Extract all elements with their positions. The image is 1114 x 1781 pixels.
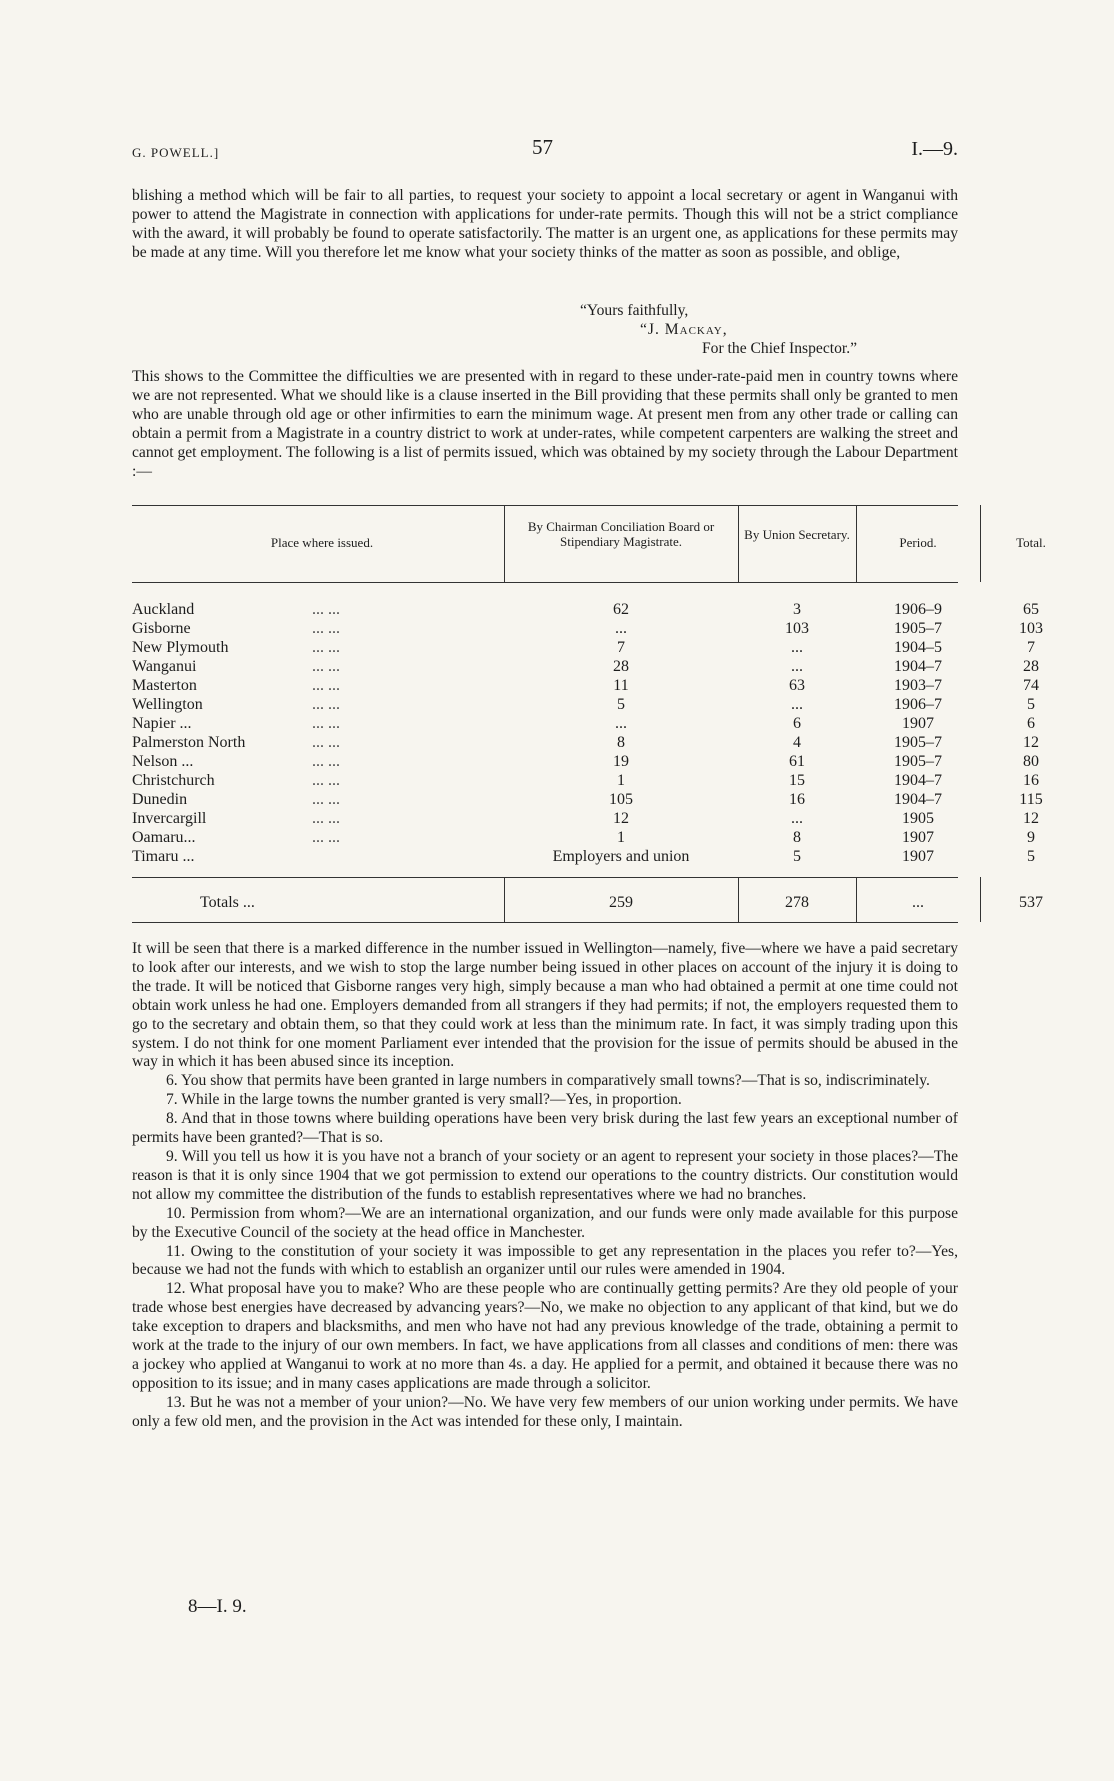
union-cell: ... bbox=[791, 658, 803, 675]
qa-paragraph: 12. What proposal have you to make? Who are these people who are continually getting permits? Are they old people of your trade whose best energies have decreased by advancing years?—No, we make no objection to any applicant of that kind, but we do take exception to drapers and blacksmiths, and men who have not had any previous knowledge of the trade, obtaining a permit to work at the trade to the injury of our own members. In fact, we have applications from all classes and conditions of men: there was a jockey who applied at Wanganui to work at no more than 4s. a day. He applied for a permit, and obtained it because there was no opposition to its issue; and in many cases applications are made through a solicitor. bbox=[132, 1280, 958, 1392]
qa-paragraph: 11. Owing to the constitution of your society it was impossible to get any representation in the places you refer to?—Yes, because we had not the funds with which to establish an organizer until our rules were amended in 1904. bbox=[132, 1242, 958, 1279]
page-header bbox=[132, 135, 958, 168]
table-row bbox=[132, 791, 1043, 810]
period-cell: 1904–7 bbox=[894, 658, 942, 675]
period-cell: 1903–7 bbox=[894, 677, 942, 694]
leader-dots: ... ... bbox=[312, 658, 340, 675]
period-cell: 1904–5 bbox=[894, 639, 942, 656]
totals-union: 278 bbox=[785, 894, 809, 911]
signature-name: “J. Mackay, bbox=[640, 321, 728, 338]
page-number: 57 bbox=[532, 135, 553, 159]
leader-dots: ... ... bbox=[312, 753, 340, 770]
table-row bbox=[132, 715, 1035, 734]
period-cell: 1906–7 bbox=[894, 696, 942, 713]
chairman-cell: ... bbox=[615, 620, 627, 637]
table-row bbox=[132, 601, 1039, 620]
total-cell: 115 bbox=[1019, 791, 1043, 808]
union-cell: 63 bbox=[789, 677, 805, 694]
chairman-cell: 28 bbox=[613, 658, 629, 675]
place-cell: Dunedin bbox=[132, 791, 188, 808]
period-cell: 1905–7 bbox=[894, 620, 942, 637]
total-cell: 16 bbox=[1023, 772, 1039, 789]
place-cell: Christchurch bbox=[132, 772, 215, 789]
chairman-cell: 12 bbox=[613, 810, 629, 827]
signature-title: For the Chief Inspector.” bbox=[702, 340, 858, 357]
totals-period: ... bbox=[912, 894, 924, 911]
place-cell: Gisborne bbox=[132, 620, 191, 637]
total-cell: 80 bbox=[1023, 753, 1039, 770]
chairman-cell: 8 bbox=[617, 734, 625, 751]
period-cell: 1905 bbox=[902, 810, 934, 827]
table-top-rule bbox=[132, 505, 958, 506]
place-cell: Masterton bbox=[132, 677, 197, 694]
place-cell: Wanganui bbox=[132, 658, 197, 675]
table-bottom-rule bbox=[132, 922, 958, 923]
union-cell: 3 bbox=[793, 601, 801, 618]
body-text bbox=[132, 940, 958, 1432]
leader-dots: ... ... bbox=[312, 639, 340, 656]
leader-dots: ... ... bbox=[312, 601, 340, 618]
signature-closing: “Yours faithfully, bbox=[580, 302, 689, 319]
table-row bbox=[132, 677, 1039, 696]
letter-paragraph: blishing a method which will be fair to all parties, to request your society to appoint a local secretary or agent in Wanganui with power to attend the Magistrate in connection with applications for under-rate permits. Though this will not be a strict compliance with the award, it will probably be found to operate satisfactorily. The matter is an urgent one, as applications for these permits may be made at any time. Will you therefore let me know what your society thinks of the matter as soon as possible, and oblige, bbox=[132, 187, 958, 261]
table-row bbox=[132, 772, 1039, 791]
col-divider bbox=[980, 505, 981, 582]
leader-dots: ... ... bbox=[312, 810, 340, 827]
union-cell: 4 bbox=[793, 734, 801, 751]
table-row bbox=[132, 734, 1039, 753]
intro-paragraph: This shows to the Committee the difficulties we are presented with in regard to these under-rate-paid men in country towns where we are not represented. What we should like is a clause inserted in the Bill providing that these permits shall only be granted to men who are unable through old age or other infirmities to earn the minimum wage. At present men from any other trade or calling can obtain a permit from a Magistrate in a country district to work at under-rates, while competent carpenters are walking the street and cannot get employment. The following is a list of permits issued, which was obtained by my society through the Labour Department :— bbox=[132, 368, 959, 480]
table-row bbox=[132, 829, 1035, 848]
table-row bbox=[132, 658, 1039, 677]
leader-dots: ... ... bbox=[312, 791, 340, 808]
col-divider bbox=[856, 505, 857, 582]
document-page bbox=[132, 0, 1046, 1781]
footer-signature-mark: 8—I. 9. bbox=[188, 1596, 247, 1617]
total-cell: 5 bbox=[1027, 696, 1035, 713]
union-cell: 103 bbox=[785, 620, 809, 637]
table-header-rule bbox=[132, 582, 958, 583]
union-cell: ... bbox=[791, 639, 803, 656]
total-cell: 65 bbox=[1023, 601, 1039, 618]
leader-dots: ... ... bbox=[312, 715, 340, 732]
total-cell: 9 bbox=[1027, 829, 1035, 846]
total-cell: 28 bbox=[1023, 658, 1039, 675]
total-cell: 5 bbox=[1027, 848, 1035, 865]
place-cell: Wellington bbox=[132, 696, 203, 713]
chairman-cell: 1 bbox=[617, 772, 625, 789]
chairman-cell: 62 bbox=[613, 601, 629, 618]
qa-paragraph: 8. And that in those towns where building operations have been very brisk during the last few years an exceptional number of permits have been granted?—That is so. bbox=[132, 1110, 958, 1147]
union-cell: 5 bbox=[793, 848, 801, 865]
intro-text bbox=[132, 368, 958, 481]
total-cell: 74 bbox=[1023, 677, 1039, 694]
table-row bbox=[132, 810, 1039, 829]
total-cell: 12 bbox=[1023, 734, 1039, 751]
totals-rule bbox=[132, 877, 958, 878]
period-cell: 1907 bbox=[902, 715, 934, 732]
paper-reference: I.—9. bbox=[911, 138, 958, 160]
chairman-cell: Employers and union bbox=[552, 848, 690, 865]
letter-text bbox=[132, 187, 958, 263]
qa-paragraph: 6. You show that permits have been granted in large numbers in comparatively small towns?—That is so, indiscriminately. bbox=[166, 1072, 930, 1090]
chairman-cell: 1 bbox=[617, 829, 625, 846]
header-period: Period. bbox=[899, 535, 937, 550]
header-union: By Union Secretary. bbox=[744, 527, 850, 542]
qa-paragraph: 7. While in the large towns the number granted is very small?—Yes, in proportion. bbox=[166, 1091, 682, 1109]
place-cell: New Plymouth bbox=[132, 639, 229, 656]
header-chairman: By Chairman Conciliation Board or Stipendiary Magistrate. bbox=[527, 519, 715, 549]
union-cell: 61 bbox=[789, 753, 805, 770]
header-total: Total. bbox=[1016, 535, 1046, 550]
period-cell: 1907 bbox=[902, 848, 934, 865]
place-cell: Nelson ... bbox=[132, 753, 194, 770]
period-cell: 1904–7 bbox=[894, 772, 942, 789]
header-witness-name: G. POWELL.] bbox=[132, 145, 220, 160]
commentary-paragraph: It will be seen that there is a marked difference in the number issued in Wellington—namely, five—where we have a paid secretary to look after our interests, and we wish to stop the large number being issued in other places on account of the injury it is doing to the trade. It will be noticed that Gisborne ranges very high, simply because a man who had obtained a permit at one time could not obtain work unless he had one. Employers demanded from all strangers if they had permits; if not, the employers requested them to go to the secretary and obtain them, so that they could work at less than the minimum rate. In fact, it was simply trading upon this system. I do not think for one moment Parliament ever intended that the provision for the issue of permits should be abused in the way in which it has been abused since its inception. bbox=[132, 940, 958, 1071]
col-divider bbox=[504, 505, 505, 582]
table-row bbox=[132, 848, 1035, 867]
chairman-cell: 7 bbox=[617, 639, 625, 656]
place-cell: Auckland bbox=[132, 601, 195, 618]
union-cell: 6 bbox=[793, 715, 801, 732]
qa-paragraph: 9. Will you tell us how it is you have not a branch of your society or an agent to represent your society in those places?—The reason is that it is only since 1904 that we got permission to extend our operations to the country districts. Our constitution would not allow my committee the distribution of the funds to establish representatives where we had no branches. bbox=[132, 1147, 958, 1203]
period-cell: 1905–7 bbox=[894, 753, 942, 770]
total-cell: 103 bbox=[1019, 620, 1043, 637]
union-cell: ... bbox=[791, 696, 803, 713]
union-cell: 8 bbox=[793, 829, 801, 846]
leader-dots: ... ... bbox=[312, 734, 340, 751]
leader-dots: ... ... bbox=[312, 696, 340, 713]
table-row bbox=[132, 753, 1039, 772]
place-cell: Invercargill bbox=[132, 810, 207, 827]
total-cell: 7 bbox=[1027, 639, 1035, 656]
totals-chairman: 259 bbox=[609, 894, 633, 911]
permits-table bbox=[132, 505, 1046, 923]
chairman-cell: 19 bbox=[613, 753, 629, 770]
chairman-cell: ... bbox=[615, 715, 627, 732]
union-cell: ... bbox=[791, 810, 803, 827]
union-cell: 15 bbox=[789, 772, 805, 789]
leader-dots: ... ... bbox=[312, 620, 340, 637]
place-cell: Napier ... bbox=[132, 715, 192, 732]
leader-dots: ... ... bbox=[312, 772, 340, 789]
table-row bbox=[132, 639, 1035, 658]
totals-row bbox=[132, 894, 1043, 913]
col-divider bbox=[738, 505, 739, 582]
union-cell: 16 bbox=[789, 791, 805, 808]
leader-dots: ... ... bbox=[312, 677, 340, 694]
chairman-cell: 5 bbox=[617, 696, 625, 713]
place-cell: Palmerston North bbox=[132, 734, 246, 751]
qa-paragraph: 13. But he was not a member of your union?—No. We have very few members of our union working under permits. We have only a few old men, and the provision in the Act was intended for these only, I maintain. bbox=[132, 1393, 958, 1430]
chairman-cell: 11 bbox=[613, 677, 629, 694]
total-cell: 6 bbox=[1027, 715, 1035, 732]
chairman-cell: 105 bbox=[609, 791, 633, 808]
table-row bbox=[132, 620, 1043, 639]
place-cell: Timaru ... bbox=[132, 848, 195, 865]
place-cell: Oamaru... bbox=[132, 829, 196, 846]
table-row bbox=[132, 696, 1035, 715]
period-cell: 1904–7 bbox=[894, 791, 942, 808]
period-cell: 1907 bbox=[902, 829, 934, 846]
qa-paragraph: 10. Permission from whom?—We are an international organization, and our funds were only made available for this purpose by the Executive Council of the society at the head office in Manchester. bbox=[132, 1204, 958, 1241]
totals-label: Totals ... bbox=[200, 894, 255, 911]
leader-dots: ... ... bbox=[312, 829, 340, 846]
total-cell: 12 bbox=[1023, 810, 1039, 827]
totals-total: 537 bbox=[1019, 894, 1043, 911]
period-cell: 1905–7 bbox=[894, 734, 942, 751]
header-place: Place where issued. bbox=[270, 535, 374, 550]
period-cell: 1906–9 bbox=[894, 601, 942, 618]
